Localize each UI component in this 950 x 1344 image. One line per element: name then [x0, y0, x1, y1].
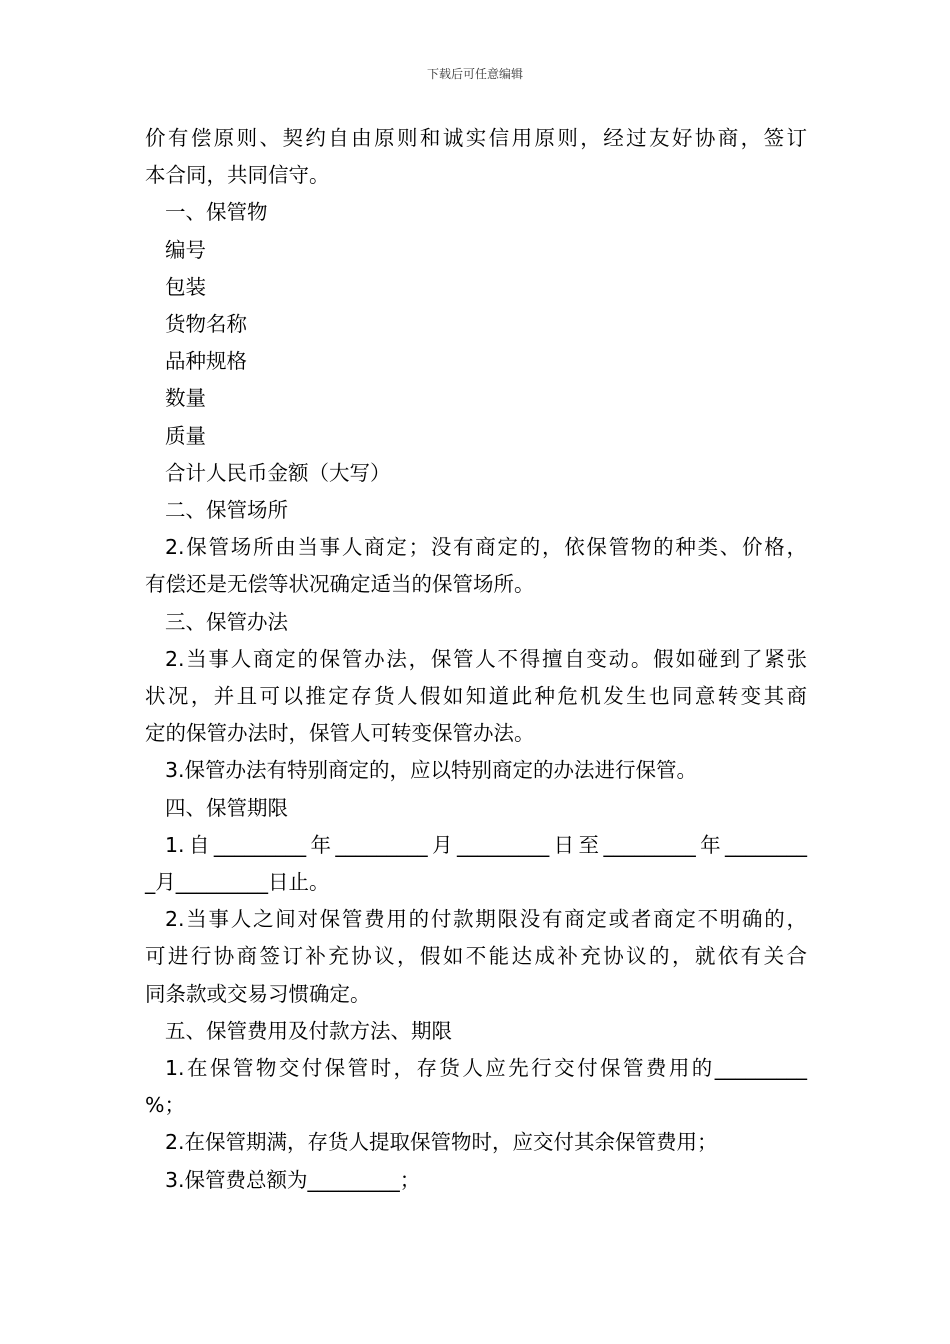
field-label: 数量 — [165, 386, 206, 411]
paragraph-line: 价有偿原则、契约自由原则和诚实信用原则，经过友好协商，签订 — [145, 126, 807, 150]
section-heading: 四、保管期限 — [165, 795, 288, 820]
section-heading: 三、保管办法 — [165, 609, 288, 634]
paragraph-line: 定的保管办法时，保管人可转变保管办法。 — [145, 721, 535, 746]
paragraph-line: 状况，并且可以推定存货人假如知道此种危机发生也同意转变其商 — [145, 684, 807, 709]
paragraph-line: 3.保管办法有特别商定的，应以特别商定的办法进行保管。 — [165, 758, 698, 783]
paragraph-line: 2.当事人之间对保管费用的付款期限没有商定或者商定不明确的， — [165, 907, 807, 932]
paragraph-line: 2.当事人商定的保管办法，保管人不得擅自变动。假如碰到了紧张 — [165, 646, 807, 671]
paragraph-line: 2.在保管期满，存货人提取保管物时，应交付其余保管费用； — [165, 1130, 718, 1155]
field-label: 质量 — [165, 423, 206, 448]
field-label: 品种规格 — [165, 349, 247, 374]
paragraph-line: 3.保管费总额为_________； — [165, 1167, 421, 1192]
paragraph-line: 2.保管场所由当事人商定；没有商定的，依保管物的种类、价格， — [165, 535, 807, 560]
section-heading: 二、保管场所 — [165, 498, 288, 523]
field-label: 编号 — [165, 237, 206, 262]
section-heading: 五、保管费用及付款方法、期限 — [165, 1018, 452, 1043]
field-label: 货物名称 — [165, 312, 247, 337]
paragraph-line: 可进行协商签订补充协议，假如不能达成补充协议的，就依有关合 — [145, 944, 807, 969]
field-label: 合计人民币金额（大写） — [165, 460, 391, 485]
field-label: 包装 — [165, 274, 206, 299]
section-heading: 一、保管物 — [165, 200, 268, 225]
paragraph-line: %； — [145, 1093, 185, 1118]
document-body — [145, 120, 807, 1199]
paragraph-line: 同条款或交易习惯确定。 — [145, 981, 371, 1006]
paragraph-line: _月_________日止。 — [145, 870, 330, 895]
paragraph-line: 本合同，共同信守。 — [145, 163, 330, 188]
paragraph-line: 1.在保管物交付保管时，存货人应先行交付保管费用的_________ — [165, 1056, 807, 1081]
paragraph-line: 有偿还是无偿等状况确定适当的保管场所。 — [145, 572, 535, 597]
paragraph-line: 1.自_________年_________月_________日至_________年________ — [165, 832, 807, 857]
page-header-note: 下载后可任意编辑 — [426, 67, 523, 81]
